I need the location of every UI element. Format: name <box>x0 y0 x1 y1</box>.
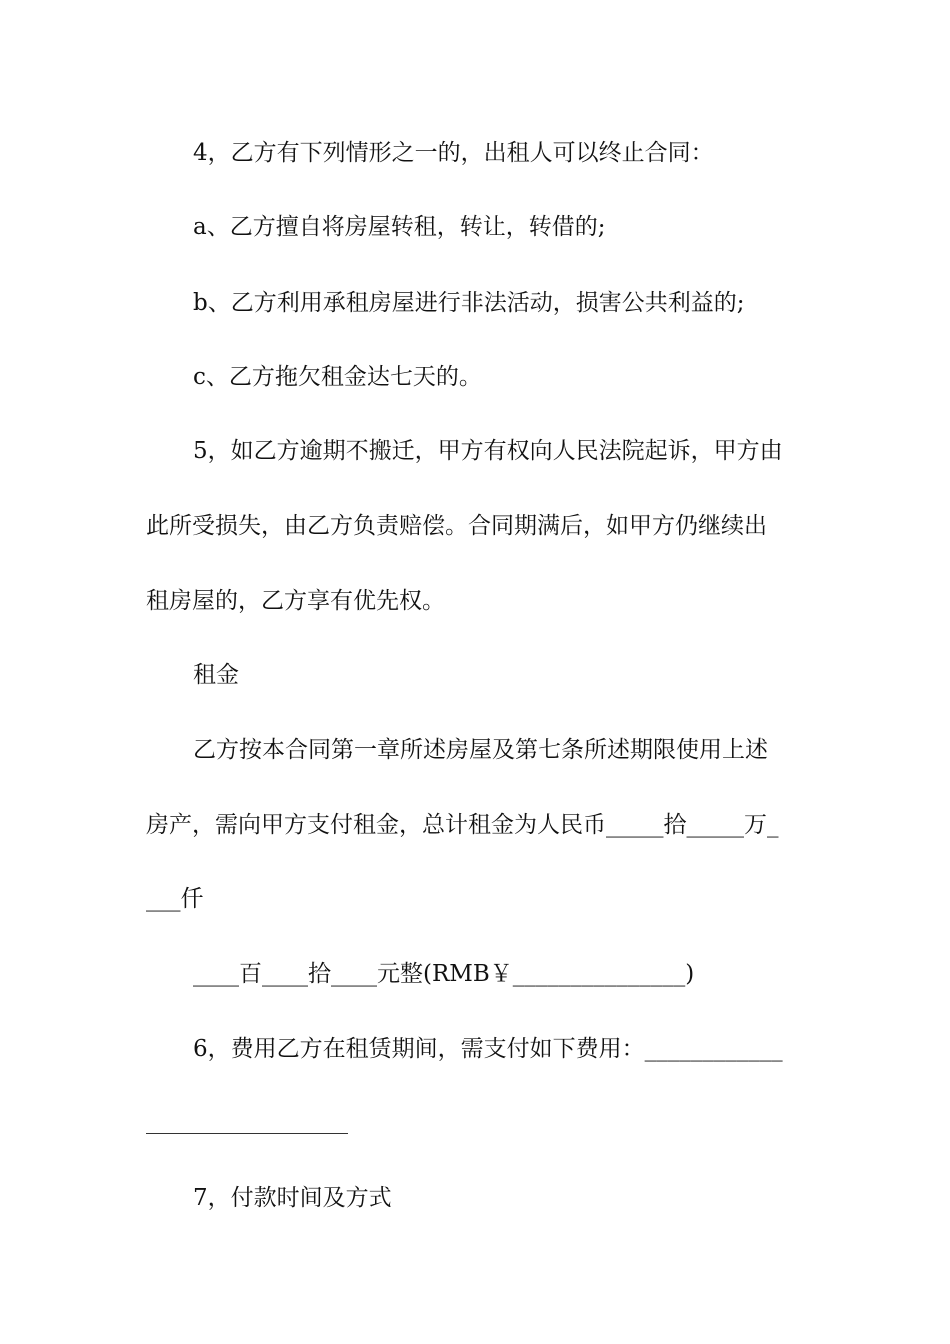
clause-7-text: 7，付款时间及方式 <box>193 1185 392 1211</box>
clause-5-line-3: 租房屋的，乙方享有优先权。 <box>146 588 445 614</box>
clause-4-text: 4，乙方有下列情形之一的，出租人可以终止合同： <box>193 140 714 166</box>
rent-amount-line: ____百____拾____元整(RMB￥_______________) <box>193 961 695 987</box>
clause-5-line-2: 此所受损失，由乙方负责赔偿。合同期满后，如甲方仍继续出 <box>146 513 767 539</box>
clause-4a-text: a、乙方擅自将房屋转租，转让，转借的; <box>193 214 606 240</box>
rent-line-2: 房产，需向甲方支付租金，总计租金为人民币_____拾_____万_ <box>146 812 779 838</box>
rent-line-1: 乙方按本合同第一章所述房屋及第七条所述期限使用上述 <box>193 737 768 763</box>
rent-heading: 租金 <box>193 662 239 688</box>
fee-blank-rule <box>146 1133 348 1134</box>
clause-4b-text: b、乙方利用承租房屋进行非法活动，损害公共利益的; <box>193 290 745 316</box>
rent-line-3: ___仟 <box>146 886 204 912</box>
clause-6-text: 6，费用乙方在租赁期间，需支付如下费用：____________ <box>193 1036 783 1062</box>
clause-5-line-1: 5，如乙方逾期不搬迁，甲方有权向人民法院起诉，甲方由 <box>193 438 783 464</box>
clause-4c-text: c、乙方拖欠租金达七天的。 <box>193 364 482 390</box>
